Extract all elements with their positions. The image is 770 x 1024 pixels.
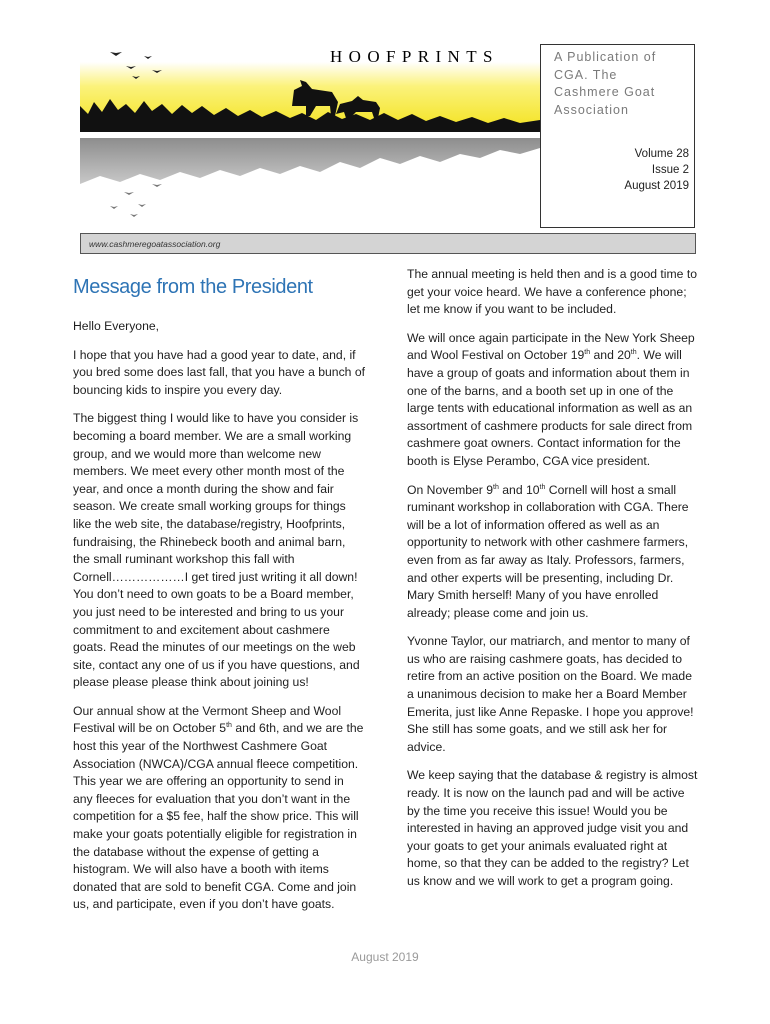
issue-date: August 2019 xyxy=(624,180,689,192)
goat-sunset-banner-image xyxy=(80,44,540,230)
paragraph-2: The biggest thing I would like to have you consider is becoming a board member. We are a small working group, and we would more than welcome new members. We meet every other month most of the year, and once a month during the show and fair season. We create small working groups for things like the web site, the database/registry, Hoofprints, fundraising, the Rhinebeck booth and animal barn, the small ruminant workshop this fall with Cornell………………I get tired just writing it all down! You don’t need to own goats to be a Board member, you just need to be interested and bring to us your commitment to and excitement about cashmere goats. Read the minutes of our meetings on the web site, contact any one of us if you have questions, and please please please think about joining us! xyxy=(73,411,360,690)
publication-description: A Publication of CGA. The Cashmere Goat Association xyxy=(554,50,657,117)
paragraph-1: I hope that you have had a good year to date, and, if you bred some does last fall, that you have a bunch of bouncing kids to inspire you every day. xyxy=(73,347,366,397)
paragraph-7: Yvonne Taylor, our matriarch, and mentor to many of us who are raising cashmere goats, has decided to retire from an active position on the Board. We made a unanimous decision to make her a Board Member Emerita, just like Anne Repaske. I hope you approve! She still has some goats, and we still ask her for advice. xyxy=(407,634,694,754)
masthead-title: HOOFPRINTS xyxy=(330,47,499,66)
paragraph-8: We keep saying that the database & registry is almost ready. It is now on the launch pad and will be active by the time you receive this issue! Would you be interested in having an approved judge visit you and your goats to get your animals evaluated right at home, so that they can be added to the registry? Let us know and we will work to get a program going. xyxy=(407,768,698,888)
paragraph-6: On November 9th and 10th Cornell will host a small ruminant workshop in collaboration with CGA. There will be a lot of information offered as well as an opportunity to network with other cashmere farmers, even from as far away as Italy. Professors, farmers, and other experts will be presenting, including Dr. Mary Smith herself! Many of you have enrolled already; please come and join us. xyxy=(407,482,689,620)
website-url: www.cashmeregoatassociation.org xyxy=(89,239,221,249)
article-title: Message from the President xyxy=(73,276,313,298)
paragraph-5: We will once again participate in the New York Sheep and Wool Festival on October 19th and 20th. We will have a group of goats and information about them in one of the barns, and a booth set up in one of the large tents with educational information as well as an assortment of cashmere products for sale direct from cashmere goat owners. Contact information for the booth is Elyse Perambo, CGA vice president. xyxy=(407,330,695,468)
paragraph-4: The annual meeting is held then and is a good time to get your voice heard. We have a conference phone; let me know if you want to be included. xyxy=(407,267,697,317)
paragraph-3: Our annual show at the Vermont Sheep and Wool Festival will be on October 5th and 6th, and we are the host this year of the Northwest Cashmere Goat Association (NWCA)/CGA annual fleece competition. This year we are offering an opportunity to send in any fleeces for evaluation that you don’t want in the competition for a $5 fee, half the show price. This will make your goats potentially eligible for registration in the database without the expense of getting a histogram. We will also have a booth with items donated that are sold to benefit CGA. Come and join us, and participate, even if you don’t have goats. xyxy=(73,703,364,912)
greeting: Hello Everyone, xyxy=(73,319,160,333)
volume-number: Volume 28 xyxy=(634,148,689,160)
website-url-bar xyxy=(80,233,696,254)
publication-info-box xyxy=(540,44,695,228)
left-column xyxy=(73,318,365,925)
right-column xyxy=(407,266,699,902)
issue-number: Issue 2 xyxy=(651,164,689,176)
page-footer: August 2019 xyxy=(351,950,419,964)
issue-info xyxy=(624,146,689,194)
